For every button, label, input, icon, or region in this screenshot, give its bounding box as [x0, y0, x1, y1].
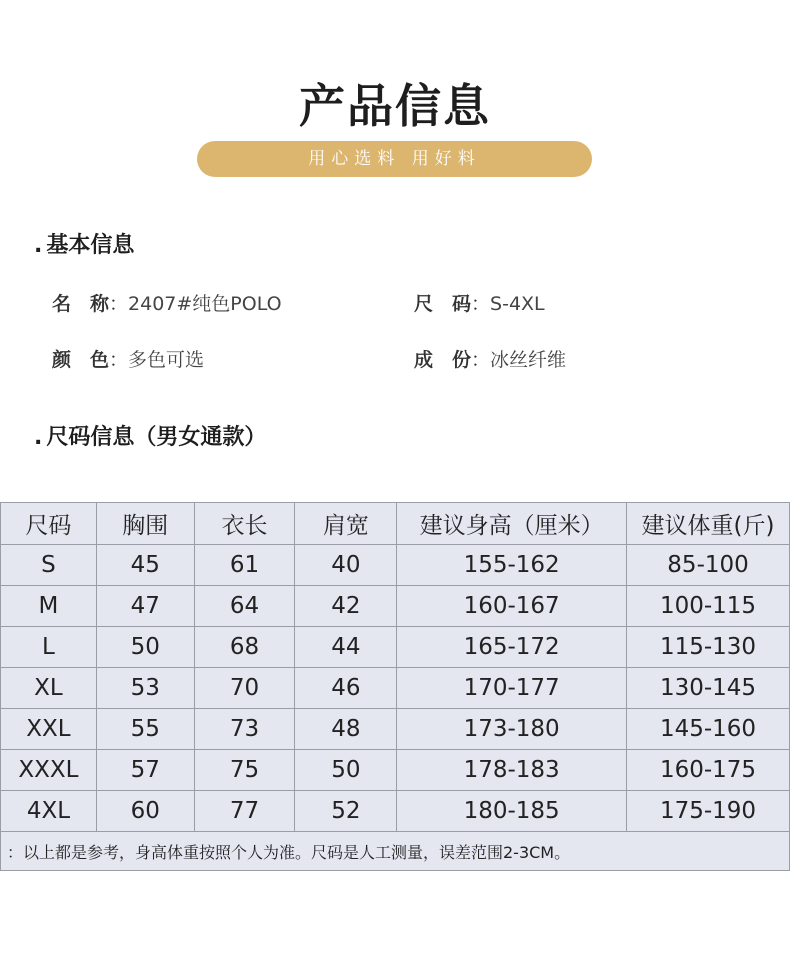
- column-header: 尺码: [1, 503, 97, 545]
- table-cell: 64: [194, 586, 295, 627]
- table-cell: 73: [194, 709, 295, 750]
- table-cell: XL: [1, 668, 97, 709]
- table-cell: 77: [194, 791, 295, 832]
- info-material: [414, 345, 566, 372]
- table-row: [1, 586, 790, 627]
- slogan-banner: 用心选料 用好料: [197, 141, 592, 177]
- table-cell: 57: [96, 750, 194, 791]
- column-header: 建议体重(斤): [627, 503, 790, 545]
- info-name-label: 名 称: [52, 293, 110, 315]
- bullet-dot: .: [34, 233, 43, 258]
- info-material-label: 成 份: [414, 349, 472, 371]
- table-row: [1, 791, 790, 832]
- table-cell: 130-145: [627, 668, 790, 709]
- table-cell: 160-175: [627, 750, 790, 791]
- table-cell: S: [1, 545, 97, 586]
- table-cell: 45: [96, 545, 194, 586]
- size-info-heading-text: 尺码信息（男女通款）: [46, 425, 267, 450]
- size-note: ：以上都是参考，身高体重按照个人为准。尺码是人工测量，误差范围2-3CM。: [1, 832, 790, 871]
- table-row: [1, 750, 790, 791]
- table-cell: 165-172: [397, 627, 627, 668]
- table-cell: M: [1, 586, 97, 627]
- column-header: 肩宽: [295, 503, 397, 545]
- table-cell: 155-162: [397, 545, 627, 586]
- colon: ：: [471, 293, 491, 315]
- table-row: [1, 627, 790, 668]
- table-cell: 50: [96, 627, 194, 668]
- basic-info-heading-text: 基本信息: [46, 233, 135, 258]
- info-color-value: 多色可选: [128, 349, 205, 371]
- table-cell: XXL: [1, 709, 97, 750]
- table-cell: 42: [295, 586, 397, 627]
- info-size: [414, 289, 545, 316]
- table-row: [1, 545, 790, 586]
- column-header: 衣长: [194, 503, 295, 545]
- table-cell: 175-190: [627, 791, 790, 832]
- table-cell: 61: [194, 545, 295, 586]
- table-cell: 40: [295, 545, 397, 586]
- table-cell: 100-115: [627, 586, 790, 627]
- table-cell: 180-185: [397, 791, 627, 832]
- table-cell: 115-130: [627, 627, 790, 668]
- note-row: [1, 832, 790, 871]
- table-cell: 53: [96, 668, 194, 709]
- table-cell: 70: [194, 668, 295, 709]
- table-cell: 173-180: [397, 709, 627, 750]
- info-material-value: 冰丝纤维: [490, 349, 567, 371]
- size-table: [0, 502, 790, 871]
- colon: ：: [109, 293, 129, 315]
- page-title: 产品信息: [299, 79, 491, 133]
- table-cell: 50: [295, 750, 397, 791]
- table-cell: 75: [194, 750, 295, 791]
- table-header-row: [1, 503, 790, 545]
- info-color-label: 颜 色: [52, 349, 110, 371]
- table-cell: 60: [96, 791, 194, 832]
- table-cell: 47: [96, 586, 194, 627]
- table-row: [1, 709, 790, 750]
- table-cell: L: [1, 627, 97, 668]
- table-cell: 46: [295, 668, 397, 709]
- colon: ：: [109, 349, 129, 371]
- table-cell: 68: [194, 627, 295, 668]
- table-cell: 178-183: [397, 750, 627, 791]
- table-cell: 160-167: [397, 586, 627, 627]
- column-header: 胸围: [96, 503, 194, 545]
- table-cell: 85-100: [627, 545, 790, 586]
- bullet-dot: .: [34, 425, 43, 450]
- basic-info-heading: [34, 228, 134, 259]
- table-cell: 55: [96, 709, 194, 750]
- colon: ：: [471, 349, 491, 371]
- info-size-value: S-4XL: [490, 293, 545, 315]
- size-info-heading: [34, 420, 266, 451]
- column-header: 建议身高（厘米）: [397, 503, 627, 545]
- info-name: [52, 289, 282, 316]
- info-color: [52, 345, 204, 372]
- table-cell: 4XL: [1, 791, 97, 832]
- table-cell: 48: [295, 709, 397, 750]
- table-cell: 170-177: [397, 668, 627, 709]
- table-cell: 52: [295, 791, 397, 832]
- table-cell: XXXL: [1, 750, 97, 791]
- info-size-label: 尺 码: [414, 293, 472, 315]
- info-name-value: 2407#纯色POLO: [128, 293, 282, 315]
- table-row: [1, 668, 790, 709]
- table-cell: 44: [295, 627, 397, 668]
- table-cell: 145-160: [627, 709, 790, 750]
